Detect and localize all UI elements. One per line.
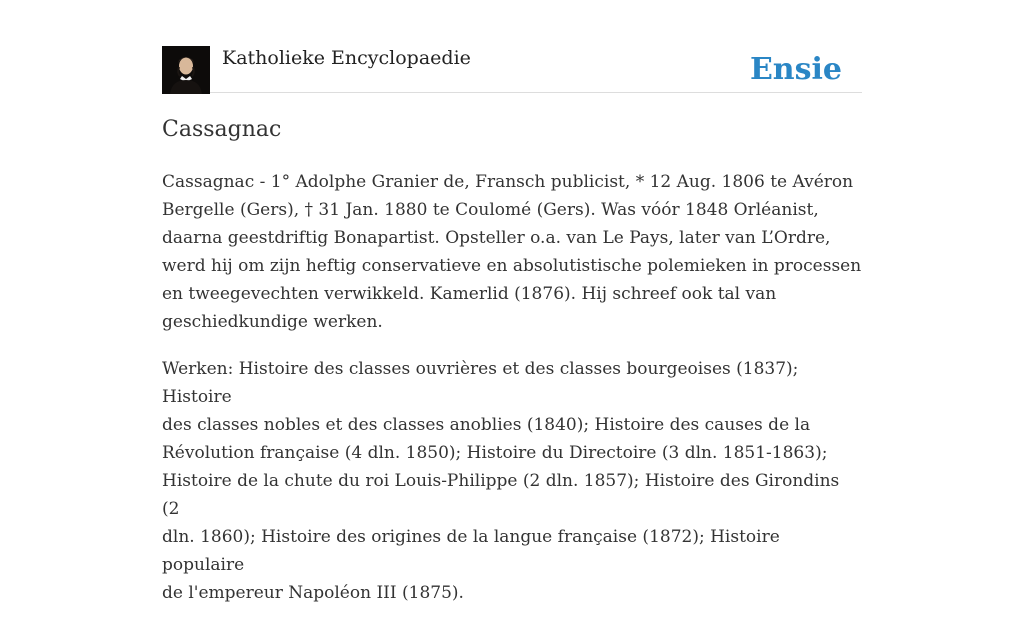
- header: [162, 46, 862, 93]
- brand-logo[interactable]: Ensie: [749, 52, 842, 87]
- portrait-avatar-icon[interactable]: [162, 46, 210, 94]
- source-name[interactable]: Katholieke Encyclopaedie: [222, 47, 471, 69]
- article-body: [162, 168, 862, 626]
- article-paragraph: Werken: Histoire des classes ouvrières et des classes bourgeoises (1837); Histoire des classes nobles et des classes anoblies (1840); Histoire des causes de la Révolution française (4 dln. 1850); Histoire du Directoire (3 dln. 1851-1863); Histoire de la chute du roi Louis-Philippe (2 dln. 1857); Histoire des Girondins (2 dln. 1860); Histoire des origines de la langue française (1872); Histoire populaire de l'empereur Napoléon III (1875).: [162, 359, 840, 603]
- article-paragraph: Cassagnac - 1° Adolphe Granier de, Fransch publicist, * 12 Aug. 1806 te Avéron Bergelle (Gers), † 31 Jan. 1880 te Coulomé (Gers). Was vóór 1848 Orléanist, daarna geestdriftig Bonapartist. Opsteller o.a. van Le Pays, later van L’Ordre, werd hij om zijn heftig conservatieve en absolutistische polemieken in processen en tweegevechten verwikkeld. Kamerlid (1876). Hij schreef ook tal van geschiedkundige werken.: [162, 172, 862, 332]
- page-title: Cassagnac: [162, 117, 282, 142]
